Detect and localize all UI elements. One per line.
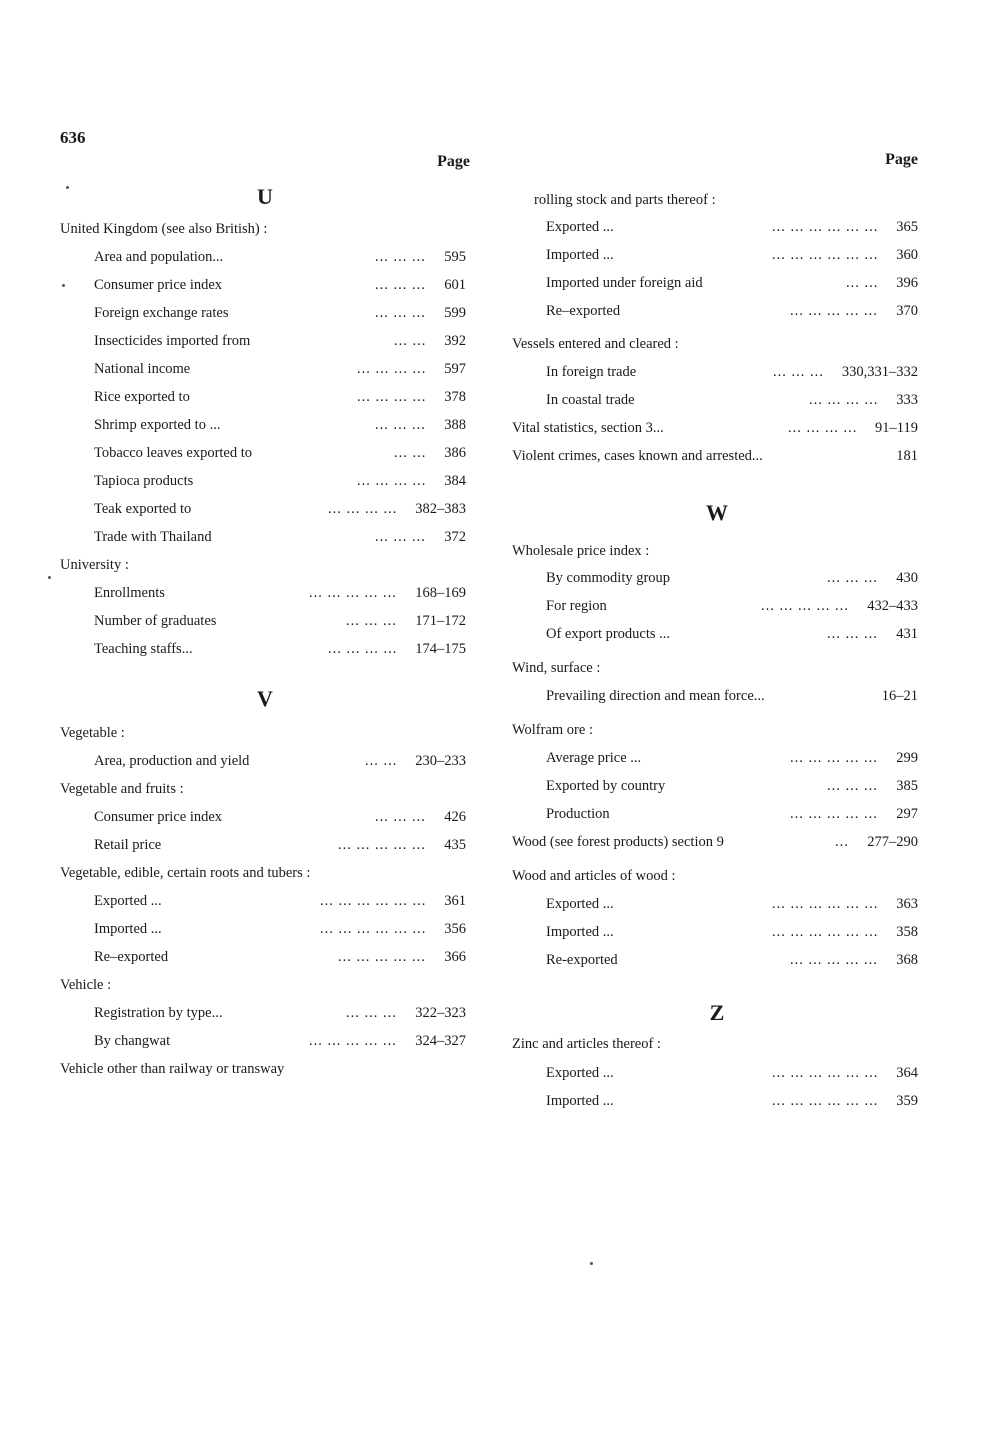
scan-speck bbox=[62, 284, 65, 287]
leader-dots: ... ... ... ... bbox=[788, 420, 858, 436]
page-reference: 356 bbox=[444, 921, 466, 937]
page-reference: 382–383 bbox=[415, 501, 466, 517]
index-entry bbox=[512, 719, 922, 741]
leader-dots: ... ... bbox=[365, 753, 398, 769]
page-reference: 333 bbox=[896, 392, 918, 408]
index-subentry bbox=[60, 890, 470, 912]
leader-dots: ... ... ... ... ... bbox=[309, 1033, 397, 1049]
entry-label: Imported ... bbox=[546, 247, 614, 263]
entry-label: By changwat bbox=[94, 1033, 171, 1049]
leader-dots: ... ... ... bbox=[773, 364, 824, 380]
index-entry bbox=[60, 1058, 470, 1080]
leader-dots: ... ... ... ... ... bbox=[338, 949, 426, 965]
leader-dots: ... ... ... bbox=[375, 809, 426, 825]
entry-label: Production bbox=[546, 806, 610, 822]
index-subentry bbox=[60, 638, 470, 660]
page-reference: 277–290 bbox=[867, 834, 918, 850]
page-reference: 174–175 bbox=[415, 641, 466, 657]
page-reference: 91–119 bbox=[875, 420, 918, 436]
index-entry bbox=[60, 862, 470, 884]
scan-speck bbox=[48, 576, 51, 579]
page-reference: 396 bbox=[896, 275, 918, 291]
index-subentry bbox=[512, 803, 922, 825]
page-column-heading: Page bbox=[437, 153, 470, 170]
entry-label: Vessels entered and cleared : bbox=[512, 336, 679, 352]
page-reference: 359 bbox=[896, 1093, 918, 1109]
leader-dots: ... ... ... ... bbox=[328, 501, 398, 517]
leader-dots: ... ... ... ... ... bbox=[790, 952, 878, 968]
index-subentry bbox=[60, 386, 470, 408]
entry-label: Insecticides imported from bbox=[94, 333, 251, 349]
entry-label: United Kingdom (see also British) : bbox=[60, 221, 268, 237]
index-entry bbox=[512, 189, 922, 211]
leader-dots: ... ... ... ... ... ... bbox=[320, 921, 427, 937]
leader-dots: ... ... bbox=[394, 445, 427, 461]
entry-label: Re–exported bbox=[94, 949, 169, 965]
index-subentry bbox=[60, 414, 470, 436]
page-reference: 299 bbox=[896, 750, 918, 766]
index-subentry bbox=[512, 216, 922, 238]
entry-label: Tobacco leaves exported to bbox=[94, 445, 253, 461]
leader-dots: ... ... ... ... bbox=[809, 392, 879, 408]
page-reference: 361 bbox=[444, 893, 466, 909]
entry-label: Foreign exchange rates bbox=[94, 305, 229, 321]
index-subentry bbox=[60, 834, 470, 856]
page-reference: 599 bbox=[444, 305, 466, 321]
entry-label: National income bbox=[94, 361, 191, 377]
page-number: 636 bbox=[60, 128, 86, 147]
entry-label: Vehicle other than railway or transway bbox=[60, 1061, 285, 1077]
entry-label: Exported ... bbox=[546, 896, 614, 912]
page-column-heading: Page bbox=[885, 151, 918, 168]
page-reference: 370 bbox=[896, 303, 918, 319]
leader-dots: ... ... ... bbox=[346, 1005, 397, 1021]
index-subentry bbox=[60, 750, 470, 772]
page-reference: 363 bbox=[896, 896, 918, 912]
leader-dots: ... ... ... ... bbox=[357, 389, 427, 405]
entry-label: Teak exported to bbox=[94, 501, 192, 517]
entry-label: Violent crimes, cases known and arrested... bbox=[512, 448, 763, 464]
section-letter: Z bbox=[709, 1000, 725, 1025]
index-subentry bbox=[60, 498, 470, 520]
index-subentry bbox=[512, 893, 922, 915]
page-reference: 378 bbox=[444, 389, 466, 405]
page-reference: 181 bbox=[896, 448, 918, 464]
page-reference: 430 bbox=[896, 570, 918, 586]
leader-dots: ... ... ... ... ... bbox=[338, 837, 426, 853]
leader-dots: ... ... ... ... ... ... bbox=[772, 896, 879, 912]
leader-dots: ... ... ... ... ... ... bbox=[772, 1093, 879, 1109]
index-subentry bbox=[60, 918, 470, 940]
index-subentry bbox=[60, 246, 470, 268]
leader-dots: ... ... ... ... ... bbox=[790, 303, 878, 319]
index-subentry bbox=[512, 567, 922, 589]
entry-label: Imported under foreign aid bbox=[546, 275, 703, 291]
index-subentry bbox=[512, 244, 922, 266]
index-entry bbox=[512, 417, 922, 439]
entry-label: Teaching staffs... bbox=[94, 641, 193, 657]
entry-label: For region bbox=[546, 598, 607, 614]
entry-label: Enrollments bbox=[94, 585, 165, 601]
page-reference: 171–172 bbox=[415, 613, 466, 629]
page-reference: 386 bbox=[444, 445, 466, 461]
entry-label: Vital statistics, section 3... bbox=[512, 420, 664, 436]
leader-dots: ... ... bbox=[846, 275, 879, 291]
index-entry bbox=[60, 974, 470, 996]
index-entry bbox=[60, 218, 470, 240]
entry-label: Registration by type... bbox=[94, 1005, 223, 1021]
page-reference: 365 bbox=[896, 219, 918, 235]
page-reference: 230–233 bbox=[415, 753, 466, 769]
entry-label: By commodity group bbox=[546, 570, 671, 586]
index-subentry bbox=[512, 921, 922, 943]
page-reference: 358 bbox=[896, 924, 918, 940]
entry-label: Tapioca products bbox=[94, 473, 194, 489]
entry-label: rolling stock and parts thereof : bbox=[534, 192, 716, 208]
index-subentry bbox=[60, 946, 470, 968]
entry-label: Imported ... bbox=[94, 921, 162, 937]
index-subentry bbox=[512, 623, 922, 645]
section-letter: U bbox=[257, 184, 273, 209]
index-subentry bbox=[512, 1062, 922, 1084]
leader-dots: ... ... ... bbox=[346, 613, 397, 629]
page-reference: 601 bbox=[444, 277, 466, 293]
page-reference: 168–169 bbox=[415, 585, 466, 601]
page-reference: 372 bbox=[444, 529, 466, 545]
leader-dots: ... ... ... ... ... bbox=[790, 806, 878, 822]
page-reference: 368 bbox=[896, 952, 918, 968]
entry-label: Vegetable and fruits : bbox=[60, 781, 184, 797]
index-subentry bbox=[60, 582, 470, 604]
leader-dots: ... ... ... ... ... ... bbox=[772, 219, 879, 235]
index-subentry bbox=[512, 300, 922, 322]
leader-dots: ... ... ... ... ... bbox=[790, 750, 878, 766]
entry-label: Area, production and yield bbox=[94, 753, 250, 769]
entry-label: Retail price bbox=[94, 837, 162, 853]
page-reference: 364 bbox=[896, 1065, 918, 1081]
index-entry bbox=[60, 778, 470, 800]
leader-dots: ... ... ... bbox=[375, 305, 426, 321]
index-subentry bbox=[512, 949, 922, 971]
leader-dots: ... ... ... bbox=[827, 626, 878, 642]
entry-label: Wood (see forest products) section 9 bbox=[512, 834, 724, 850]
entry-label: Trade with Thailand bbox=[94, 529, 212, 545]
index-subentry bbox=[60, 610, 470, 632]
leader-dots: ... ... ... ... bbox=[357, 473, 427, 489]
entry-label: Exported by country bbox=[546, 778, 666, 794]
page-reference: 597 bbox=[444, 361, 466, 377]
page-reference: 426 bbox=[444, 809, 466, 825]
leader-dots: ... ... ... bbox=[375, 249, 426, 265]
entry-label: Shrimp exported to ... bbox=[94, 417, 221, 433]
page-reference: 322–323 bbox=[415, 1005, 466, 1021]
page-reference: 432–433 bbox=[867, 598, 918, 614]
index-subentry bbox=[512, 685, 922, 707]
entry-label: Exported ... bbox=[546, 219, 614, 235]
index-entry bbox=[512, 865, 922, 887]
page-reference: 297 bbox=[896, 806, 918, 822]
index-subentry bbox=[60, 806, 470, 828]
index-subentry bbox=[512, 361, 922, 383]
index-subentry bbox=[60, 358, 470, 380]
entry-label: Wood and articles of wood : bbox=[512, 868, 676, 884]
index-subentry bbox=[512, 1090, 922, 1112]
page-reference: 595 bbox=[444, 249, 466, 265]
index-subentry bbox=[60, 526, 470, 548]
index-entry bbox=[512, 333, 922, 355]
index-subentry bbox=[60, 302, 470, 324]
leader-dots: ... ... ... ... ... ... bbox=[772, 924, 879, 940]
page-reference: 435 bbox=[444, 837, 466, 853]
index-subentry bbox=[512, 389, 922, 411]
entry-label: Rice exported to bbox=[94, 389, 190, 405]
entry-label: Vegetable, edible, certain roots and tubers : bbox=[60, 865, 311, 881]
leader-dots: ... ... ... ... ... bbox=[309, 585, 397, 601]
entry-label: University : bbox=[60, 557, 129, 573]
entry-label: Area and population... bbox=[94, 249, 224, 265]
entry-label: Number of graduates bbox=[94, 613, 217, 629]
entry-label: Average price ... bbox=[546, 750, 642, 766]
index-subentry bbox=[512, 775, 922, 797]
section-letter: V bbox=[257, 686, 273, 711]
index-entry bbox=[60, 722, 470, 744]
leader-dots: ... ... ... bbox=[375, 529, 426, 545]
leader-dots: ... ... ... ... ... ... bbox=[320, 893, 427, 909]
index-entry bbox=[512, 831, 922, 853]
entry-label: Vehicle : bbox=[60, 977, 112, 993]
index-subentry bbox=[60, 1002, 470, 1024]
entry-label: In coastal trade bbox=[546, 392, 635, 408]
entry-label: Re-exported bbox=[546, 952, 618, 968]
entry-label: In foreign trade bbox=[546, 364, 637, 380]
page-reference: 16–21 bbox=[881, 688, 918, 704]
index-subentry bbox=[512, 272, 922, 294]
leader-dots: ... ... ... ... ... ... bbox=[772, 247, 879, 263]
leader-dots: ... ... ... bbox=[375, 417, 426, 433]
index-entry bbox=[512, 445, 922, 467]
leader-dots: ... ... ... bbox=[375, 277, 426, 293]
entry-label: Vegetable : bbox=[60, 725, 125, 741]
page-reference: 392 bbox=[444, 333, 466, 349]
page-reference: 384 bbox=[444, 473, 466, 489]
leader-dots: ... ... ... ... ... bbox=[761, 598, 849, 614]
page-reference: 388 bbox=[444, 417, 466, 433]
page-reference: 385 bbox=[896, 778, 918, 794]
section-letter: W bbox=[706, 500, 728, 525]
page-reference: 366 bbox=[444, 949, 466, 965]
index-subentry bbox=[60, 330, 470, 352]
page-reference: 330,331–332 bbox=[841, 364, 918, 380]
scan-speck bbox=[590, 1262, 593, 1265]
leader-dots: ... ... ... bbox=[827, 570, 878, 586]
index-entry bbox=[60, 554, 470, 576]
entry-label: Prevailing direction and mean force... bbox=[546, 688, 765, 704]
leader-dots: ... ... ... bbox=[827, 778, 878, 794]
entry-label: Wolfram ore : bbox=[512, 722, 593, 738]
index-subentry bbox=[60, 1030, 470, 1052]
entry-label: Of export products ... bbox=[546, 626, 671, 642]
index-subentry bbox=[60, 442, 470, 464]
entry-label: Consumer price index bbox=[94, 277, 223, 293]
entry-label: Wholesale price index : bbox=[512, 543, 650, 559]
leader-dots: ... bbox=[835, 834, 849, 850]
entry-label: Imported ... bbox=[546, 1093, 614, 1109]
index-entry bbox=[512, 540, 922, 562]
entry-label: Zinc and articles thereof : bbox=[512, 1036, 661, 1052]
index-entry bbox=[512, 1033, 922, 1055]
entry-label: Wind, surface : bbox=[512, 660, 601, 676]
entry-label: Re–exported bbox=[546, 303, 621, 319]
scan-speck bbox=[66, 186, 69, 189]
leader-dots: ... ... ... ... ... ... bbox=[772, 1065, 879, 1081]
entry-label: Consumer price index bbox=[94, 809, 223, 825]
index-subentry bbox=[512, 747, 922, 769]
index-subentry bbox=[60, 470, 470, 492]
leader-dots: ... ... ... ... bbox=[328, 641, 398, 657]
entry-label: Exported ... bbox=[546, 1065, 614, 1081]
index-subentry bbox=[512, 595, 922, 617]
page-reference: 324–327 bbox=[415, 1033, 466, 1049]
leader-dots: ... ... bbox=[394, 333, 427, 349]
entry-label: Exported ... bbox=[94, 893, 162, 909]
page-reference: 360 bbox=[896, 247, 918, 263]
index-subentry bbox=[60, 274, 470, 296]
page-reference: 431 bbox=[896, 626, 918, 642]
entry-label: Imported ... bbox=[546, 924, 614, 940]
leader-dots: ... ... ... ... bbox=[357, 361, 427, 377]
index-entry bbox=[512, 657, 922, 679]
